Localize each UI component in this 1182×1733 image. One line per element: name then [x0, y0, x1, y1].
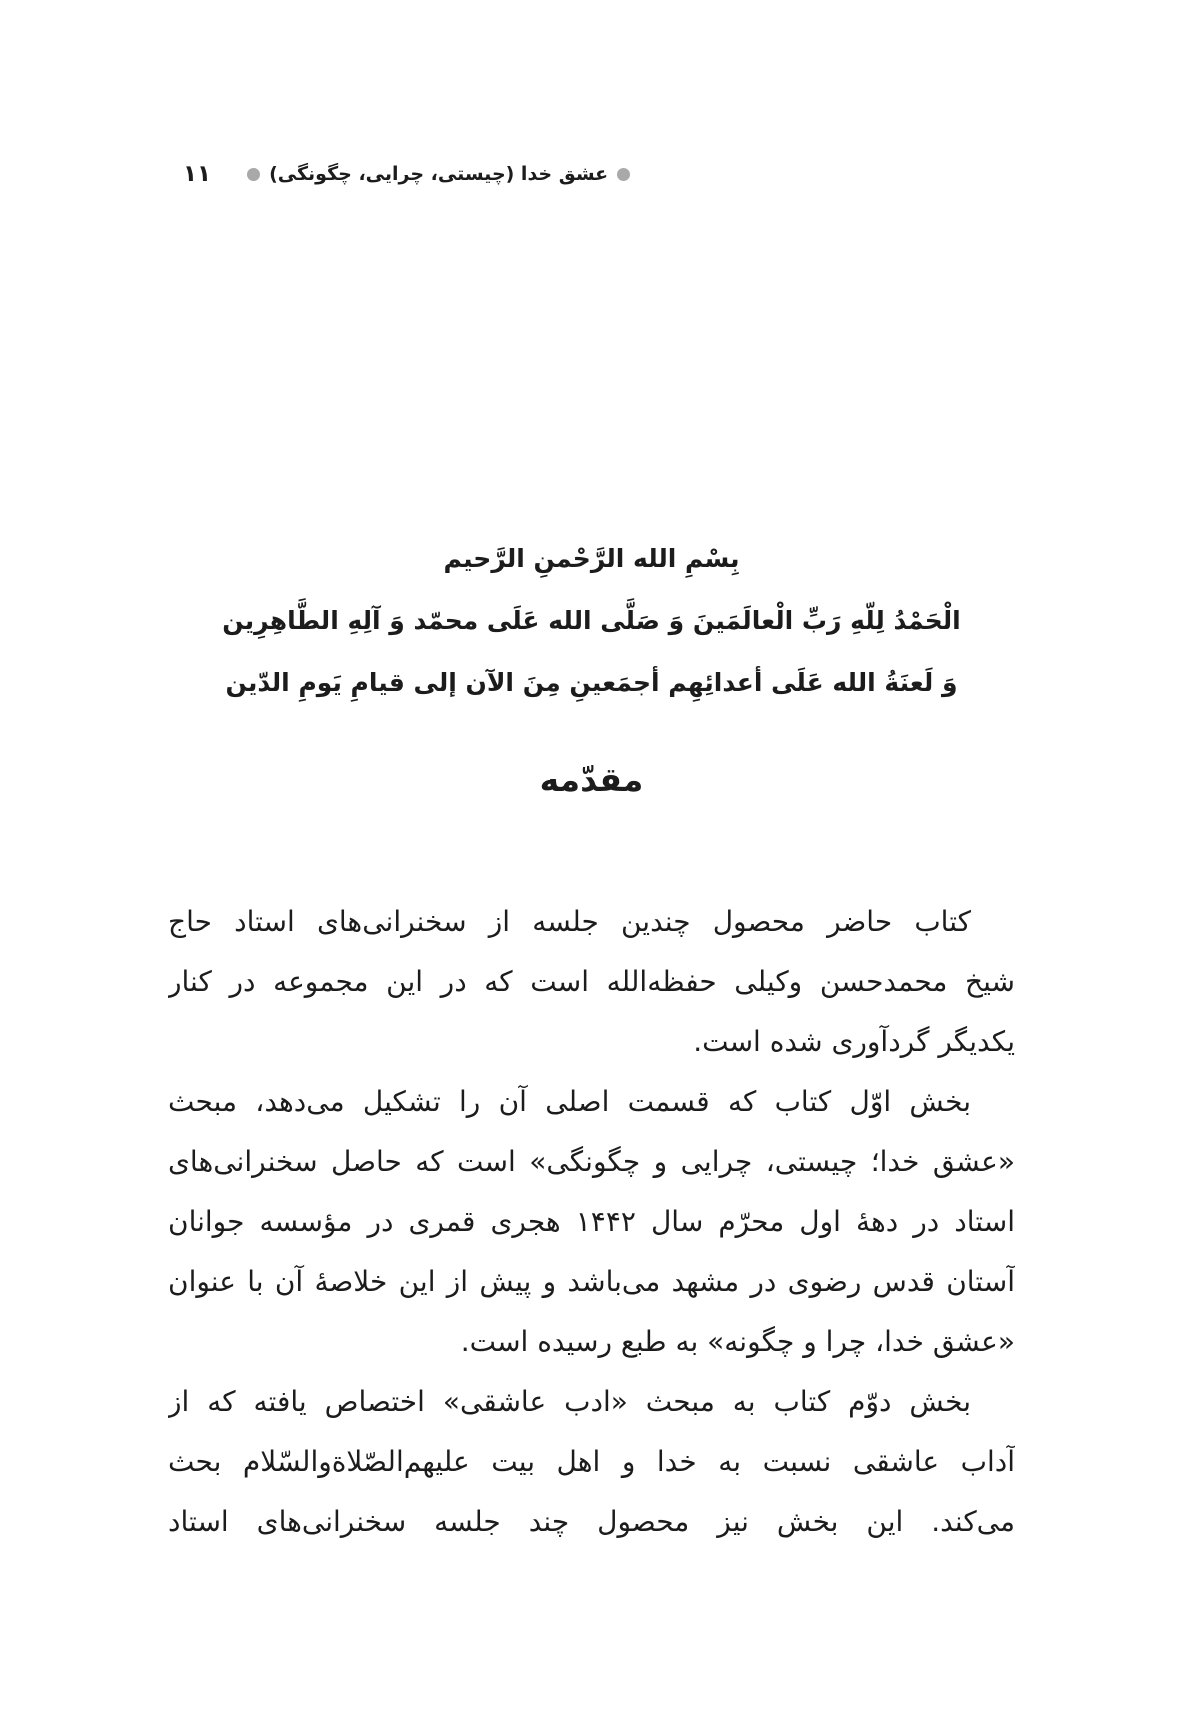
text-line: یکدیگر گردآوری شده است. — [693, 1025, 1015, 1058]
header-bullet-icon — [617, 168, 630, 181]
paragraph — [168, 892, 1015, 1072]
text-line: کتاب حاضر محصول چندین جلسه از سخنرانی‌های استاد حاج — [168, 905, 971, 938]
section-heading: مقدّمه — [539, 760, 644, 799]
running-title: عشق خدا (چیستی، چرایی، چگونگی) — [269, 163, 609, 185]
text-line: می‌کند. این بخش نیز محصول چند جلسه سخنرانی‌های استاد — [168, 1505, 1015, 1538]
paragraph — [168, 1072, 1015, 1372]
page-number: ۱۱ — [183, 161, 212, 187]
text-line: «عشق خدا، چرا و چگونه» به طبع رسیده است. — [460, 1325, 1015, 1358]
text-line: آستان قدس رضوی در مشهد می‌باشد و پیش از این خلاصۀ آن با عنوان — [168, 1265, 1015, 1298]
text-line: بخش اوّل کتاب که قسمت اصلی آن را تشکیل می‌دهد، مبحث — [168, 1085, 971, 1118]
running-header — [183, 156, 630, 192]
text-line: بخش دوّم کتاب به مبحث «ادب عاشقی» اختصاص یافته که از — [168, 1385, 971, 1418]
invocation-block — [168, 528, 1015, 714]
invocation-line: الْحَمْدُ لِلّهِ رَبِّ الْعالَمَینَ وَ صَلَّی الله عَلَی محمّد وَ آلِهِ الطَّاهِرِین — [222, 606, 961, 635]
invocation-line: بِسْمِ الله الرَّحْمنِ الرَّحیم — [443, 544, 740, 573]
body-text — [168, 892, 1015, 1552]
text-line: شیخ محمدحسن وکیلی حفظه‌الله است که در این مجموعه در کنار — [168, 965, 1015, 998]
invocation-line: وَ لَعنَةُ الله عَلَی أعدائِهِم أجمَعینِ مِنَ الآن إلی قیامِ یَومِ الدّین — [225, 668, 958, 697]
paragraph — [168, 1372, 1015, 1552]
header-bullet-icon — [247, 168, 260, 181]
text-line: آداب عاشقی نسبت به خدا و اهل بیت علیهم‌الصّلاة‌والسّلام بحث — [168, 1445, 1015, 1478]
text-line: «عشق خدا؛ چیستی، چرایی و چگونگی» است که حاصل سخنرانی‌های — [168, 1145, 1015, 1178]
text-line: استاد در دهۀ اول محرّم سال ۱۴۴۲ هجری قمری در مؤسسه جوانان — [168, 1205, 1015, 1238]
